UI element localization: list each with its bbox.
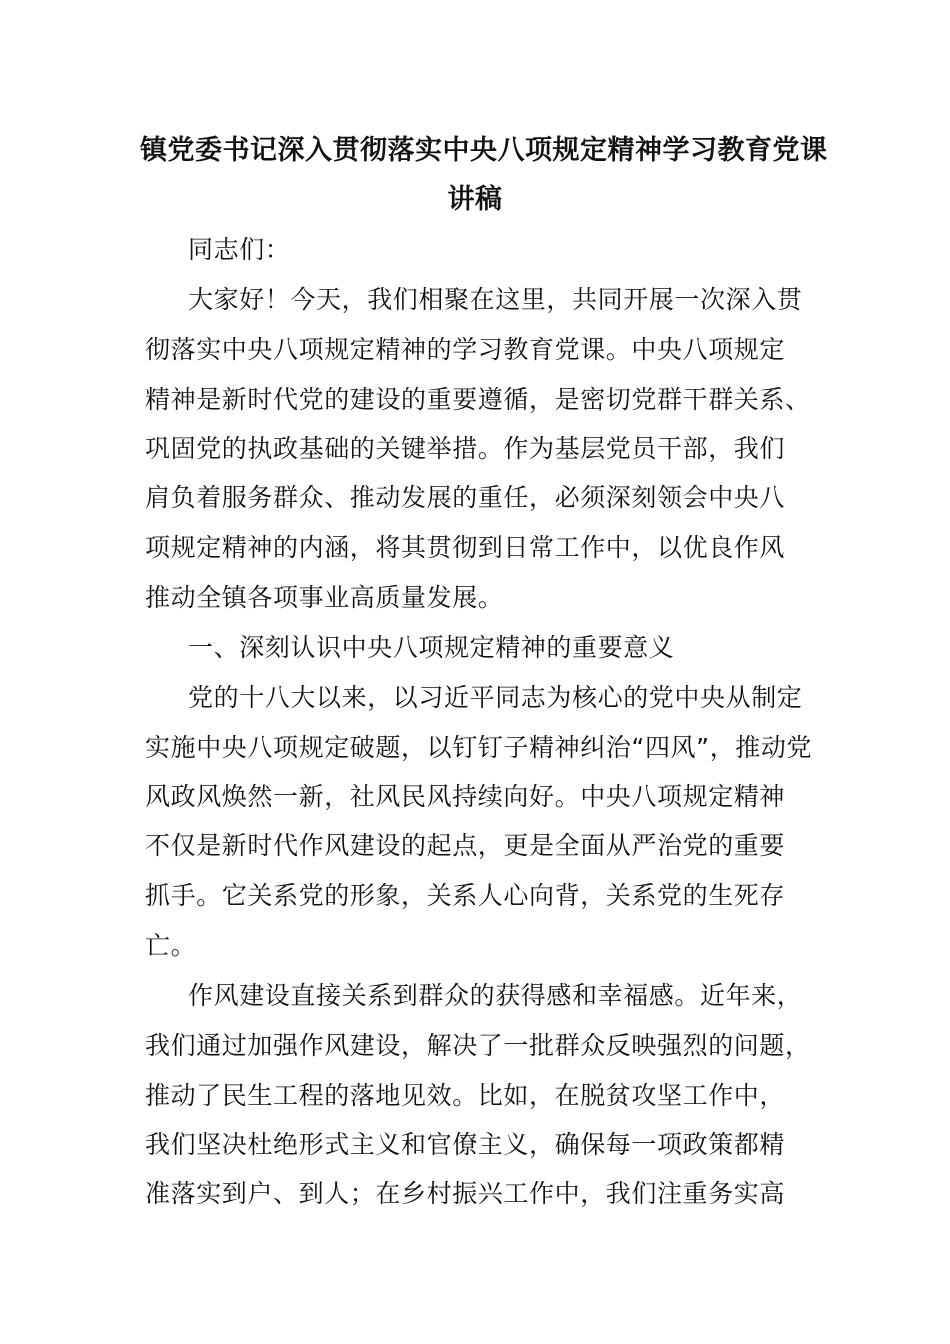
paragraph-line: 推动全镇各项事业高质量发展。 — [145, 583, 504, 612]
paragraph-line: 党的十八大以来，以习近平同志为核心的党中央从制定 — [188, 683, 803, 712]
paragraph-line: 我们通过加强作风建设，解决了一批群众反映强烈的问题， — [145, 1031, 811, 1060]
paragraph-line: 亡。 — [145, 931, 197, 960]
paragraph-line: 不仅是新时代作风建设的起点，更是全面从严治党的重要 — [145, 831, 786, 860]
paragraph-line: 风政风焕然一新，社风民风持续向好。中央八项规定精神 — [145, 782, 786, 811]
paragraph-line: 实施中央八项规定破题，以钉钉子精神纠治“四风”，推动党 — [145, 733, 813, 762]
paragraph-line: 精神是新时代党的建设的重要遵循，是密切党群干群关系、 — [145, 385, 811, 414]
paragraph-line: 肩负着服务群众、推动发展的重任，必须深刻领会中央八 — [145, 483, 786, 512]
section-heading: 一、深刻认识中央八项规定精神的重要意义 — [188, 633, 675, 662]
paragraph-line: 准落实到户、到人；在乡村振兴工作中，我们注重务实高 — [145, 1179, 786, 1208]
paragraph-line: 我们坚决杜绝形式主义和官僚主义，确保每一项政策都精 — [145, 1130, 786, 1159]
salutation: 同志们： — [188, 235, 291, 264]
paragraph-line: 抓手。它关系党的形象，关系人心向背，关系党的生死存 — [145, 881, 786, 910]
paragraph-line: 彻落实中央八项规定精神的学习教育党课。中央八项规定 — [145, 335, 786, 364]
paragraph-line: 巩固党的执政基础的关键举措。作为基层党员干部，我们 — [145, 434, 786, 463]
document-title-line-2: 讲稿 — [447, 184, 503, 215]
paragraph-line: 项规定精神的内涵，将其贯彻到日常工作中，以优良作风 — [145, 533, 786, 562]
document-title-line-1: 镇党委书记深入贯彻落实中央八项规定精神学习教育党课 — [140, 135, 828, 166]
paragraph-line: 大家好！今天，我们相聚在这里，共同开展一次深入贯 — [188, 285, 803, 314]
paragraph-line: 作风建设直接关系到群众的获得感和幸福感。近年来， — [188, 981, 803, 1010]
paragraph-line: 推动了民生工程的落地见效。比如，在脱贫攻坚工作中， — [145, 1081, 786, 1110]
